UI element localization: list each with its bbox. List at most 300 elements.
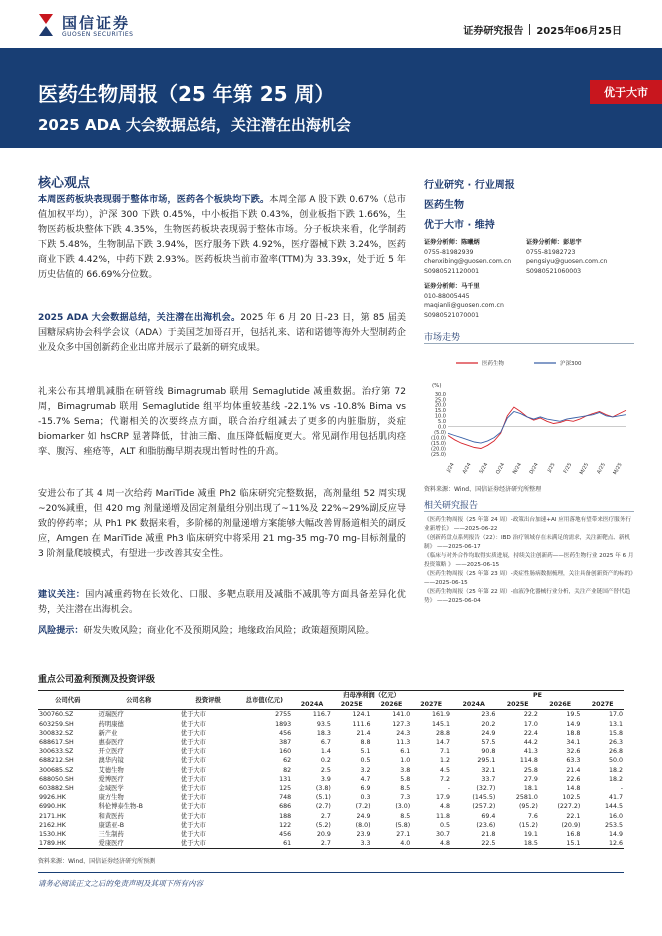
- x-tick-label: A/25: [596, 462, 607, 475]
- table-cell: 澳华内镜: [98, 757, 124, 765]
- analyst-phone: 010-88005445: [424, 292, 470, 300]
- table-cell: 102.5: [562, 794, 581, 802]
- analyst-card: [424, 282, 504, 320]
- forecast-table-title: 重点公司盈利预测及投资评级: [38, 675, 156, 685]
- legend-label: 沪深300: [560, 361, 582, 367]
- table-cell: 61: [237, 839, 293, 849]
- table-cell: 26.8: [608, 748, 623, 756]
- analyst-phone: 0755-81982723: [526, 248, 576, 256]
- table-cell: 9926.HK: [39, 794, 66, 802]
- col-header-rating: 投资评级: [180, 691, 237, 710]
- table-cell: 6.7: [320, 739, 331, 747]
- guosen-logo-icon: [36, 12, 56, 38]
- report-meta: [463, 22, 622, 37]
- table-cell: 32.1: [481, 766, 496, 774]
- table-cell: 0.5: [360, 757, 371, 765]
- table-cell: 18.8: [566, 729, 581, 737]
- analyst-name: 陈曦炳: [461, 239, 480, 246]
- table-cell: 优于大市: [180, 794, 206, 802]
- table-cell: 688617.SH: [39, 739, 74, 747]
- table-cell: 24.9: [481, 729, 496, 737]
- table-cell: 24.9: [356, 812, 371, 820]
- table-cell: 18.1: [523, 785, 538, 793]
- table-cell: 686: [279, 803, 292, 811]
- report-subtitle: 2025 ADA 大会数据总结，关注潜在出海机会: [38, 116, 351, 134]
- col-header-year: 2026E: [380, 701, 403, 709]
- section-divider: [424, 511, 634, 512]
- analyst-name: 马千里: [461, 283, 480, 290]
- y-axis: [431, 392, 626, 458]
- col-group-pe: PE: [451, 691, 624, 701]
- table-cell: 2.7: [292, 839, 332, 849]
- table-cell: 14.7: [435, 739, 450, 747]
- table-cell: 0.3: [360, 794, 371, 802]
- paragraph-body: 2025 年 6 月 20 日-23 日，第 85 届美国糖尿病协会科学会议（ADA）于美国芝加哥召开，包括礼来、诺和诺德等海外大型制药企业及众多中国创新药企业出席并展示了最新的研究成果。: [38, 313, 406, 353]
- x-tick-label: N/24: [511, 462, 523, 476]
- table-cell: 优于大市: [180, 766, 206, 774]
- table-cell: 23.9: [356, 831, 371, 839]
- table-cell: 4.8: [411, 839, 451, 849]
- table-cell: 93.5: [316, 720, 331, 728]
- table-row: [38, 812, 624, 821]
- industry-label: 行业研究 · 行业周报: [424, 180, 515, 191]
- table-cell: 188: [279, 812, 292, 820]
- analyst-label: 证券分析师：: [424, 239, 462, 246]
- y-axis-unit: (%): [432, 383, 442, 389]
- table-cell: 康诺亚-B: [98, 821, 125, 829]
- table-row: [38, 766, 624, 775]
- table-row: [38, 802, 624, 811]
- table-cell: 145.1: [431, 720, 450, 728]
- table-cell: 27.1: [396, 831, 411, 839]
- table-cell: 17.9: [435, 794, 450, 802]
- table-cell: 2.5: [320, 766, 331, 774]
- forecast-table-body: [38, 710, 624, 849]
- table-cell: 141.0: [372, 710, 412, 720]
- table-cell: 63.3: [566, 757, 581, 765]
- x-tick-label: O/24: [494, 462, 507, 476]
- col-header-year: 2024A: [462, 701, 485, 709]
- table-cell: 1789.HK: [38, 839, 98, 849]
- y-tick-label: (25.0): [430, 451, 446, 458]
- analyst-email[interactable]: pengsiyu@guosen.com.cn: [526, 258, 608, 266]
- report-title: 医药生物周报（25 年第 25 周）: [38, 82, 335, 106]
- table-cell: (5.1): [315, 794, 331, 802]
- section-divider: [424, 343, 634, 344]
- table-cell: 6.9: [360, 785, 371, 793]
- table-cell: 2162.HK: [39, 821, 66, 829]
- table-cell: 300760.SZ: [38, 710, 98, 720]
- table-cell: 科伦博泰生物-B: [98, 803, 143, 811]
- paragraph-lead: 2025 ADA 大会数据总结，关注潜在出海机会。: [38, 313, 241, 323]
- analyst-cert: S0980521120001: [424, 267, 480, 275]
- related-report-link[interactable]: 《医药生物周报（25 年第 22 周）-血液净化器械行业分析，关注产业链国产替代趋势》 ——2025-06-04: [424, 589, 631, 604]
- table-cell: (145.5): [472, 794, 496, 802]
- table-cell: (23.6): [476, 821, 496, 829]
- table-cell: 11.8: [435, 812, 450, 820]
- table-cell: 0.2: [320, 757, 331, 765]
- report-date: 2025年06月25日: [536, 26, 622, 37]
- table-cell: 8.5: [400, 812, 411, 820]
- table-cell: 6.1: [400, 748, 411, 756]
- table-cell: 优于大市: [180, 720, 206, 728]
- table-cell: 111.6: [352, 720, 371, 728]
- table-cell: 4.8: [439, 803, 450, 811]
- table-cell: 27.9: [523, 775, 538, 783]
- table-cell: 253.5: [604, 821, 623, 829]
- x-tick-label: J/24: [445, 462, 456, 474]
- table-cell: 124.1: [332, 710, 372, 720]
- analyst-card: [526, 238, 607, 276]
- table-cell: 122: [279, 821, 292, 829]
- x-axis: [445, 462, 623, 476]
- table-cell: 34.1: [566, 739, 581, 747]
- table-cell: 90.8: [481, 748, 496, 756]
- table-cell: 3.3: [332, 839, 372, 849]
- table-cell: 300633.SZ: [39, 748, 74, 756]
- x-tick-label: J/25: [546, 462, 557, 474]
- table-cell: -: [620, 785, 623, 793]
- paragraph-lead: 风险提示：: [38, 626, 84, 636]
- x-tick-label: M/25: [612, 462, 624, 476]
- report-type: 证券研究报告: [463, 26, 524, 37]
- table-cell: (5.2): [315, 821, 331, 829]
- y-tick-label: (20.0): [430, 446, 446, 453]
- table-row: [38, 784, 624, 793]
- disclaimer: 请务必阅读正文之后的免责声明及其项下所有内容: [38, 879, 203, 888]
- table-cell: 1.4: [320, 748, 331, 756]
- table-cell: 优于大市: [180, 748, 206, 756]
- table-cell: 23.6: [451, 710, 496, 720]
- analyst-label: 证券分析师：: [526, 239, 564, 246]
- table-cell: 33.7: [481, 775, 496, 783]
- table-cell: 金域医学: [98, 785, 124, 793]
- table-cell: 爱康医疗: [98, 839, 180, 849]
- table-cell: 4.5: [439, 766, 450, 774]
- table-row: [38, 710, 624, 720]
- table-row: [38, 830, 624, 839]
- table-cell: 82: [283, 766, 292, 774]
- table-cell: 4.0: [372, 839, 412, 849]
- table-row: [38, 720, 624, 729]
- table-cell: 18.2: [608, 766, 623, 774]
- chart-legend: [456, 359, 582, 367]
- table-cell: 5.1: [360, 748, 371, 756]
- table-cell: 6990.HK: [39, 803, 66, 811]
- meta-divider: [529, 24, 530, 35]
- table-cell: 开立医疗: [98, 748, 124, 756]
- table-cell: 14.9: [608, 831, 623, 839]
- table-cell: (7.2): [355, 803, 371, 811]
- table-cell: 优于大市: [180, 739, 206, 747]
- table-row: [38, 729, 624, 738]
- table-cell: 优于大市: [180, 785, 206, 793]
- table-cell: 8.5: [400, 785, 411, 793]
- table-cell: 15.8: [608, 729, 623, 737]
- paragraph-market: [38, 193, 406, 283]
- table-cell: 3.9: [320, 775, 331, 783]
- brand-name: 国信证券: [62, 14, 131, 32]
- table-cell: 优于大市: [180, 775, 206, 783]
- table-cell: 603882.SH: [39, 785, 74, 793]
- footer-divider: [38, 872, 624, 873]
- table-cell: 20.2: [481, 720, 496, 728]
- table-cell: (5.8): [395, 821, 411, 829]
- table-cell: 优于大市: [180, 839, 237, 849]
- table-cell: 7.3: [400, 794, 411, 802]
- table-cell: 50.0: [608, 757, 623, 765]
- table-cell: 15.1: [539, 839, 582, 849]
- table-cell: 和黄医药: [98, 812, 124, 820]
- table-cell: 0.5: [439, 821, 450, 829]
- table-cell: 7.6: [527, 812, 538, 820]
- col-header-year: 2025E: [340, 701, 363, 709]
- table-cell: 456: [279, 831, 292, 839]
- paragraph-body: 本周全部 A 股下跌 0.67%（总市值加权平均），沪深 300 下跌 0.45%，中小板指下跌 0.43%，创业板指下跌 1.66%，生物医药板块整体下跌 4.35%，生物医药板块表现弱于整体市场。分子板块来看，化学制药下跌 5.48%，生物制品下跌 3.94%，医疗服务下跌 4.92%，医疗器械下跌 3.24%，医药商业下跌 4.42%，中药下跌 2.93%。医药板块当前市盈率(TTM)为 33.39x，处于近 5 年历史估值的 66.69%分位数。: [38, 195, 406, 280]
- table-cell: 114.8: [519, 757, 538, 765]
- col-header-mcap: 总市值(亿元): [237, 691, 293, 710]
- table-cell: 161.9: [411, 710, 451, 720]
- table-cell: (257.2): [472, 803, 496, 811]
- table-cell: 3.8: [400, 766, 411, 774]
- series-line: [448, 412, 626, 444]
- table-cell: 387: [279, 739, 292, 747]
- table-cell: 新产业: [98, 729, 118, 737]
- market-trend-heading: 市场走势: [424, 333, 461, 343]
- paragraph-risk: [38, 624, 406, 639]
- table-cell: 14.8: [566, 785, 581, 793]
- col-header-name: 公司名称: [98, 691, 180, 710]
- table-cell: 2171.HK: [39, 812, 66, 820]
- rating-badge: 优于大市: [590, 80, 662, 104]
- table-cell: 62: [283, 757, 292, 765]
- table-cell: 7.1: [439, 748, 450, 756]
- table-cell: 32.6: [566, 748, 581, 756]
- x-tick-label: D/24: [528, 462, 540, 476]
- y-tick-label: (15.0): [430, 440, 446, 447]
- analyst-name: 彭思宇: [563, 239, 582, 246]
- table-cell: 爱博医疗: [98, 775, 124, 783]
- brand-name-en: GUOSEN SECURITIES: [62, 31, 134, 38]
- paragraph-body: 国内减重药物在长效化、口服、多靶点联用及减脂不减肌等方面具备差异化优势，关注潜在出海机会。: [38, 590, 406, 615]
- table-cell: 456: [279, 729, 292, 737]
- table-source: 资料来源：Wind、国信证券经济研究所预测: [38, 858, 156, 865]
- related-reports-heading: 相关研究报告: [424, 501, 479, 511]
- table-cell: 69.4: [481, 812, 496, 820]
- x-tick-label: F/25: [562, 462, 574, 475]
- analyst-cert: S0980521070001: [424, 311, 480, 319]
- table-cell: 131: [279, 775, 292, 783]
- table-row: [38, 756, 624, 765]
- related-report-link[interactable]: 《医药生物周报（25 年第 24 周）-政策出台加速+AI 应用落地有望带来医疗服务行业新增长》 ——2025-06-22: [424, 517, 631, 532]
- related-report-link[interactable]: 《医药生物周报（25 年第 23 周）-炎症性肠病数据梳理，关注具备创新资产的标的》 ——2025-06-15: [424, 571, 636, 586]
- table-cell: 22.1: [566, 812, 581, 820]
- table-cell: 116.7: [292, 710, 332, 720]
- paragraph-lead: 建议关注：: [38, 590, 86, 600]
- table-cell: 19.5: [539, 710, 582, 720]
- table-cell: 16.8: [566, 831, 581, 839]
- table-cell: 14.9: [566, 720, 581, 728]
- col-header-code: 公司代码: [38, 691, 98, 710]
- table-cell: 125: [279, 785, 292, 793]
- table-cell: (15.2): [518, 821, 538, 829]
- table-cell: 300832.SZ: [39, 729, 74, 737]
- table-cell: 22.4: [523, 729, 538, 737]
- table-cell: 12.6: [581, 839, 624, 849]
- table-cell: 21.4: [566, 766, 581, 774]
- table-cell: 21.8: [481, 831, 496, 839]
- table-cell: 57.5: [481, 739, 496, 747]
- table-cell: 44.2: [523, 739, 538, 747]
- table-cell: 三生制药: [98, 831, 124, 839]
- table-cell: 22.2: [496, 710, 539, 720]
- col-header-year: 2026E: [549, 701, 572, 709]
- table-cell: (32.7): [476, 785, 496, 793]
- table-row: [38, 775, 624, 784]
- chart-source: 资料来源：Wind、国信证券经济研究所整理: [424, 486, 542, 493]
- y-tick-label: (5.0): [434, 429, 446, 436]
- sector-label: 医药生物: [424, 200, 464, 211]
- table-cell: 13.1: [608, 720, 623, 728]
- table-cell: 7.2: [439, 775, 450, 783]
- table-cell: 21.4: [356, 729, 371, 737]
- legend-label: 医药生物: [482, 361, 505, 367]
- analyst-email[interactable]: chenxibing@guosen.com.cn: [424, 258, 512, 266]
- col-header-year: 2027E: [420, 701, 443, 709]
- table-cell: 25.8: [523, 766, 538, 774]
- chart-series: [448, 407, 626, 448]
- table-row: [38, 747, 624, 756]
- table-cell: 20.9: [316, 831, 331, 839]
- table-cell: 优于大市: [180, 729, 206, 737]
- table-cell: 11.3: [396, 739, 411, 747]
- analyst-phone: 0755-81982939: [424, 248, 474, 256]
- analyst-email[interactable]: maqianli@guosen.com.cn: [424, 302, 504, 310]
- table-cell: 优于大市: [180, 803, 206, 811]
- x-tick-label: A/24: [461, 462, 473, 475]
- core-view-heading: 核心观点: [38, 176, 91, 191]
- table-cell: 748: [279, 794, 292, 802]
- table-cell: 300685.SZ: [39, 766, 74, 774]
- table-cell: (20.9): [561, 821, 581, 829]
- table-cell: 18.3: [316, 729, 331, 737]
- analyst-card: [424, 238, 511, 276]
- table-cell: 优于大市: [180, 812, 206, 820]
- table-cell: 优于大市: [180, 831, 206, 839]
- table-cell: 优于大市: [180, 757, 206, 765]
- y-tick-label: 20.0: [434, 402, 446, 409]
- table-cell: 康方生物: [98, 794, 124, 802]
- table-cell: 2581.0: [515, 794, 538, 802]
- table-cell: 26.3: [608, 739, 623, 747]
- table-cell: (3.8): [315, 785, 331, 793]
- table-cell: (8.0): [355, 821, 371, 829]
- paragraph-recommendation: [38, 588, 406, 618]
- table-cell: 17.0: [523, 720, 538, 728]
- table-cell: 688212.SH: [39, 757, 74, 765]
- paragraph-amgen: 安进公布了其 4 周一次给药 MariTide 减重 Ph2 临床研究完整数据，高剂量组 52 周实现~20%减重，但 420 mg 剂量递增及固定剂量组分别出现了~11%及 22%~29%副反应导致的停药率；从 Ph1 PK 数据来看，多阶梯的剂量递增方案能够大幅改善胃肠道相关的副反应，Amgen 在 MariTide 减重 Ph3 临床研究中将采用 21 mg-35 mg-70 mg-目标剂量的 3 阶剂量爬坡模式，有望进一步改善其安全性。: [38, 489, 406, 559]
- table-cell: 41.3: [523, 748, 538, 756]
- table-cell: 16.0: [608, 812, 623, 820]
- table-cell: 24.3: [396, 729, 411, 737]
- related-report-link[interactable]: 《创新药盘点系列报告（22）：IBD 治疗领域存在未满足的需求，关注新靶点、新机制》 ——2025-06-17: [424, 535, 631, 550]
- table-row: [38, 839, 624, 849]
- x-tick-label: S/24: [478, 462, 490, 475]
- table-cell: 22.6: [566, 775, 581, 783]
- y-tick-label: 30.0: [434, 391, 446, 398]
- table-cell: 1.0: [400, 757, 411, 765]
- table-cell: 28.8: [435, 729, 450, 737]
- table-cell: 3.2: [360, 766, 371, 774]
- table-cell: 18.5: [496, 839, 539, 849]
- table-cell: 1893: [275, 720, 292, 728]
- table-cell: 30.7: [435, 831, 450, 839]
- table-cell: 22.5: [451, 839, 496, 849]
- table-cell: 1530.HK: [39, 831, 66, 839]
- market-trend-chart: [420, 354, 635, 482]
- table-cell: (227.2): [557, 803, 581, 811]
- y-tick-label: 5.0: [438, 419, 446, 426]
- table-cell: 17.0: [581, 710, 624, 720]
- paragraph-lead: 本周医药板块表现弱于整体市场，医药各个板块均下跌。: [38, 195, 270, 205]
- table-cell: (3.0): [395, 803, 411, 811]
- related-report-link[interactable]: 《临床与对外合作均取得实质进展，持续关注创新药——医药生物行业 2025 年 6 月投资策略 》 ——2025-06-15: [424, 553, 634, 568]
- table-cell: 5.8: [400, 775, 411, 783]
- col-header-year: 2024A: [300, 701, 324, 709]
- table-cell: 160: [279, 748, 292, 756]
- analyst-label: 证券分析师：: [424, 283, 462, 290]
- table-cell: 优于大市: [180, 710, 237, 720]
- table-cell: 18.2: [608, 775, 623, 783]
- col-header-year: 2027E: [591, 701, 614, 709]
- table-cell: (2.7): [315, 803, 331, 811]
- forecast-table: [38, 690, 624, 849]
- paragraph-lilly: 礼来公布其增肌减脂在研管线 Bimagrumab 联用 Semaglutide 减重数据。治疗第 72 周，Bimagrumab 联用 Semaglutide 组平均体重较基线 -22.1% vs -10.8% Bima vs -15.7% Sema；代谢相关的次要终点方面，联合治疗组减去了更多的内脏脂肪，炎症 biomarker 如 hsCRP 显著降低，甘油三酯、血压降低幅度更大。常见副作用包括肌肉痉挛、腹泻、痤疮等，ALT 和脂肪酶早期表现出暂时性的升高。: [38, 387, 406, 457]
- table-cell: 4.7: [360, 775, 371, 783]
- table-row: [38, 738, 624, 747]
- table-cell: 优于大市: [180, 821, 206, 829]
- table-cell: 2.7: [320, 812, 331, 820]
- table-cell: 艾德生物: [98, 766, 124, 774]
- table-cell: 2755: [237, 710, 293, 720]
- analyst-cert: S0980521060003: [526, 267, 582, 275]
- y-tick-label: 25.0: [434, 397, 446, 404]
- y-tick-label: 10.0: [434, 413, 446, 420]
- paragraph-ada: [38, 311, 406, 356]
- x-tick-label: M/25: [578, 462, 591, 476]
- paragraph-body: 研发失败风险；商业化不及预期风险；地缘政治风险；政策超预期风险。: [83, 626, 375, 636]
- table-cell: 295.1: [477, 757, 496, 765]
- table-cell: 19.1: [523, 831, 538, 839]
- table-cell: 药明康德: [98, 720, 124, 728]
- y-tick-label: 0.0: [438, 424, 446, 431]
- table-cell: 惠泰医疗: [98, 739, 124, 747]
- y-tick-label: (10.0): [430, 435, 446, 442]
- table-cell: 144.5: [604, 803, 623, 811]
- col-group-profit: 归母净利润（亿元）: [292, 691, 451, 701]
- y-tick-label: 15.0: [434, 408, 446, 415]
- table-cell: 41.7: [608, 794, 623, 802]
- table-cell: 1.2: [439, 757, 450, 765]
- table-cell: 8.8: [360, 739, 371, 747]
- col-header-year: 2025E: [506, 701, 529, 709]
- rating-line: 优于大市 · 维持: [424, 220, 495, 231]
- table-cell: 127.3: [392, 720, 411, 728]
- table-cell: 迈瑞医疗: [98, 710, 180, 720]
- table-cell: 688050.SH: [39, 775, 74, 783]
- table-row: [38, 821, 624, 830]
- table-cell: (95.2): [518, 803, 538, 811]
